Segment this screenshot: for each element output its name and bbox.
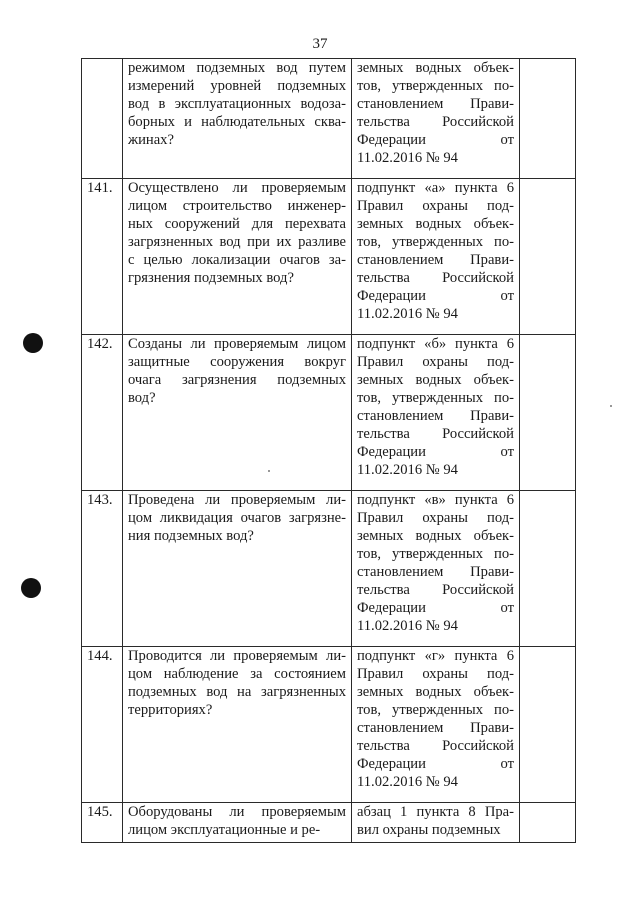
question-line: защитные сооружения вокруг — [128, 354, 346, 370]
question-line: лицом строительство инженер- — [128, 198, 346, 214]
requirement-question — [123, 335, 352, 491]
reference-line: подпункт «в» пункта 6 — [357, 492, 514, 508]
reference-line: тов, утвержденных по- — [357, 390, 514, 406]
reference-line: становлением Прави- — [357, 96, 514, 112]
question-line: измерений уровней подземных — [128, 78, 346, 94]
reference-line: Правил охраны под- — [357, 666, 514, 682]
question-line: очага загрязнения подземных — [128, 372, 346, 388]
reference-line: Федерации от — [357, 132, 514, 148]
item-number: 145. — [82, 803, 123, 843]
reference-line: 11.02.2016 № 94 — [357, 150, 458, 166]
reference-line: тов, утвержденных по- — [357, 546, 514, 562]
reference-line: становлением Прави- — [357, 408, 514, 424]
legal-reference — [352, 491, 520, 647]
question-line: жинах? — [128, 132, 174, 148]
table-row — [82, 179, 576, 335]
reference-line: Правил охраны под- — [357, 510, 514, 526]
reference-line: абзац 1 пункта 8 Пра- — [357, 804, 514, 820]
question-line: Осуществлено ли проверяемым — [128, 180, 346, 196]
legal-reference — [352, 335, 520, 491]
question-line: вод? — [128, 390, 156, 406]
reference-line: тов, утвержденных по- — [357, 78, 514, 94]
reference-line: тов, утвержденных по- — [357, 702, 514, 718]
question-line: борных и наблюдательных сква- — [128, 114, 346, 130]
reference-line: Федерации от — [357, 288, 514, 304]
reference-line: земных водных объек- — [357, 60, 514, 76]
question-line: Оборудованы ли проверяемым — [128, 804, 346, 820]
reference-line: становлением Прави- — [357, 252, 514, 268]
answer-cell — [520, 59, 576, 179]
answer-cell — [520, 491, 576, 647]
reference-line: 11.02.2016 № 94 — [357, 306, 458, 322]
reference-line: 11.02.2016 № 94 — [357, 462, 458, 478]
question-line: Проводится ли проверяемым ли- — [128, 648, 346, 664]
question-line: ния подземных вод? — [128, 528, 254, 544]
requirement-question — [123, 59, 352, 179]
reference-line: Федерации от — [357, 444, 514, 460]
requirement-question — [123, 179, 352, 335]
question-line: режимом подземных вод путем — [128, 60, 346, 76]
punch-hole-bottom — [21, 578, 41, 598]
question-line: подземных вод на загрязненных — [128, 684, 346, 700]
item-number: 142. — [82, 335, 123, 491]
reference-line: тельства Российской — [357, 738, 514, 754]
requirement-question — [123, 647, 352, 803]
reference-line: Федерации от — [357, 600, 514, 616]
reference-line: земных водных объек- — [357, 372, 514, 388]
reference-line: 11.02.2016 № 94 — [357, 774, 458, 790]
question-line: вод в эксплуатационных водоза- — [128, 96, 346, 112]
checklist-rows — [82, 59, 576, 843]
question-line: с целью локализации очагов за- — [128, 252, 346, 268]
question-line: грязнения подземных вод? — [128, 270, 294, 286]
legal-reference — [352, 59, 520, 179]
answer-cell — [520, 647, 576, 803]
checklist-table — [81, 58, 576, 843]
item-number: 144. — [82, 647, 123, 803]
reference-line: становлением Прави- — [357, 564, 514, 580]
reference-line: Федерации от — [357, 756, 514, 772]
question-line: территориях? — [128, 702, 213, 718]
question-line: цом наблюдение за состоянием — [128, 666, 346, 682]
item-number: 141. — [82, 179, 123, 335]
answer-cell — [520, 179, 576, 335]
table-row — [82, 59, 576, 179]
reference-line: становлением Прави- — [357, 720, 514, 736]
requirement-question — [123, 803, 352, 843]
legal-reference — [352, 647, 520, 803]
reference-line: тельства Российской — [357, 114, 514, 130]
question-line: Проведена ли проверяемым ли- — [128, 492, 346, 508]
reference-line: тельства Российской — [357, 270, 514, 286]
reference-line: земных водных объек- — [357, 684, 514, 700]
punch-hole-top — [23, 333, 43, 353]
reference-line: тельства Российской — [357, 426, 514, 442]
answer-cell — [520, 335, 576, 491]
scan-speck — [610, 405, 612, 407]
legal-reference — [352, 179, 520, 335]
reference-line: тельства Российской — [357, 582, 514, 598]
question-line: ных сооружений для перехвата — [128, 216, 346, 232]
reference-line: Правил охраны под- — [357, 198, 514, 214]
reference-line: подпункт «а» пункта 6 — [357, 180, 514, 196]
item-number — [82, 59, 123, 179]
reference-line: 11.02.2016 № 94 — [357, 618, 458, 634]
item-number: 143. — [82, 491, 123, 647]
question-line: Созданы ли проверяемым лицом — [128, 336, 346, 352]
question-line: лицом эксплуатационные и ре- — [128, 822, 321, 838]
reference-line: земных водных объек- — [357, 528, 514, 544]
reference-line: земных водных объек- — [357, 216, 514, 232]
reference-line: вил охраны подземных — [357, 822, 501, 838]
reference-line: тов, утвержденных по- — [357, 234, 514, 250]
legal-reference — [352, 803, 520, 843]
reference-line: подпункт «б» пункта 6 — [357, 336, 514, 352]
question-line: загрязненных вод при их разливе — [128, 234, 346, 250]
table-row — [82, 647, 576, 803]
reference-line: Правил охраны под- — [357, 354, 514, 370]
table-row — [82, 335, 576, 491]
question-line: цом ликвидация очагов загрязне- — [128, 510, 346, 526]
table-row — [82, 803, 576, 843]
answer-cell — [520, 803, 576, 843]
table-row — [82, 491, 576, 647]
requirement-question — [123, 491, 352, 647]
page-number: 37 — [312, 36, 328, 52]
reference-line: подпункт «г» пункта 6 — [357, 648, 514, 664]
